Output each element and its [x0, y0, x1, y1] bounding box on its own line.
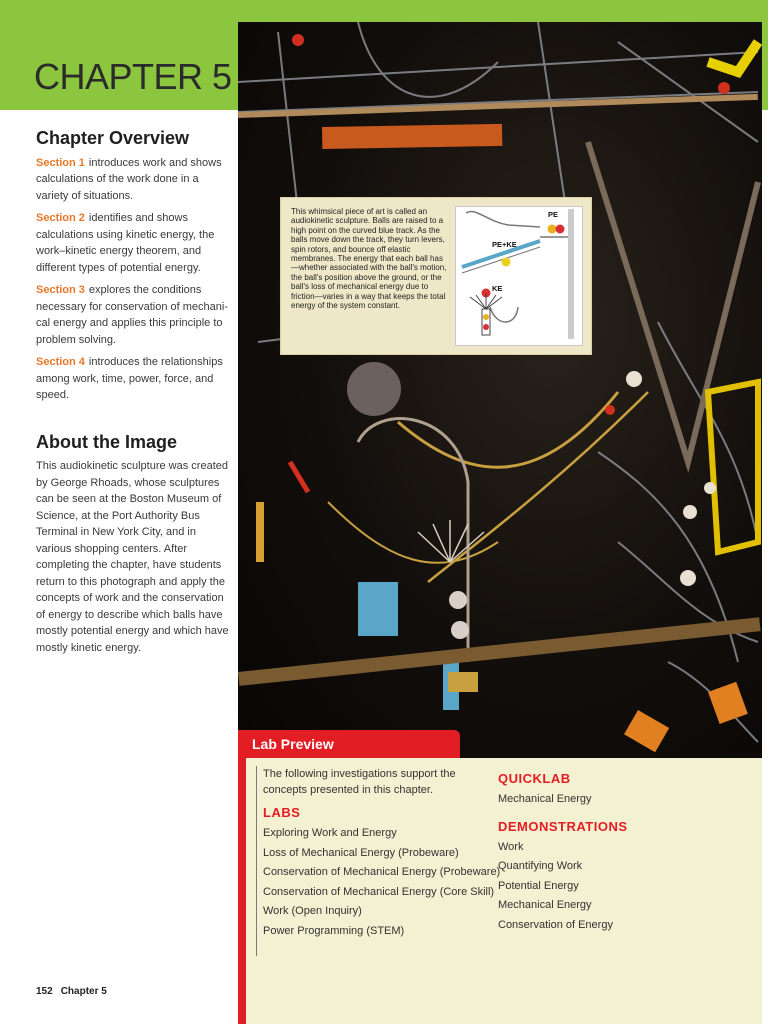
pe-label: PE — [548, 210, 559, 219]
quicklab-heading: QUICKLAB — [498, 771, 571, 786]
section-text: explores the conditions necessary for conservation of mechani-cal energy and applies this principle to problem solving. — [36, 284, 228, 346]
overview-section-2 — [36, 210, 232, 276]
caption-text: This whimsical piece of art is called an audiokinetic sculpture. Balls are raised to a high point on the curved blue track. As the balls move down the track, they turn levers, spin rotors, and bounce off elastic membranes. The energy that each ball has—whether associated with the ball's motion, the ball's position above the ground, or the ball's loss of mechanical energy due to friction—varies in a way that keeps the total energy of the system constant. — [291, 207, 447, 311]
sculpture-illustration — [238, 22, 762, 762]
lab-item: Conservation of Mechanical Energy (Probeware) — [263, 866, 501, 878]
sculpture-photo — [238, 22, 762, 762]
yellow-frame — [708, 382, 758, 552]
section-label: Section 4 — [36, 356, 85, 368]
ke-label: KE — [492, 284, 503, 293]
lab-preview-tab: Lab Preview — [238, 730, 460, 758]
red-lever — [290, 462, 308, 492]
about-section — [36, 431, 232, 657]
overview-section-3 — [36, 282, 232, 348]
energy-diagram-illustration — [456, 207, 582, 345]
labs-heading: LABS — [263, 805, 301, 820]
lab-intro: The following investigations support the concepts presented in this chapter. — [263, 768, 456, 796]
section-text: introduces the relationships among work, time, power, force, and speed. — [36, 356, 223, 401]
section-label: Section 2 — [36, 212, 85, 224]
section-text: introduces work and shows calculations of the work done in a variety of situations. — [36, 156, 222, 202]
lab-item: Work (Open Inquiry) — [263, 905, 362, 917]
yellow-string — [398, 392, 618, 467]
quicklab-item: Mechanical Energy — [498, 793, 592, 805]
blue-lever — [358, 582, 398, 636]
page-number: 152 — [36, 986, 53, 997]
demo-item: Quantifying Work — [498, 860, 583, 872]
bottom-beam — [238, 617, 761, 686]
lab-item: Loss of Mechanical Energy (Probeware) — [263, 846, 459, 859]
chapter-title: CHAPTER 5 — [34, 56, 232, 97]
lab-item: Conservation of Mechanical Energy (Core Skill) — [263, 885, 495, 898]
header-strip — [238, 0, 768, 22]
section-label: Section 1 — [36, 156, 85, 169]
quicklab-demos-column — [498, 766, 748, 935]
about-text: This audiokinetic sculpture was created by George Rhoads, whose sculptures can be seen at the Boston Museum of Science, at the Port Authority Bus Terminal in New York City, and in various shopping centers. After completing the chapter, have students return to this photograph and apply the concepts of work and the conservation of energy to describe which balls have mostly potential energy and which have mostly kinetic energy. — [36, 460, 229, 654]
overview-section-1 — [36, 155, 232, 205]
gray-disc — [347, 362, 401, 416]
sidebar — [36, 130, 232, 662]
lab-item: Power Programming (STEM) — [263, 924, 405, 937]
demo-item: Mechanical Energy — [498, 899, 592, 911]
overview-heading: Chapter Overview — [36, 128, 190, 148]
labs-column — [263, 766, 501, 941]
lab-item: Exploring Work and Energy — [263, 827, 397, 839]
lab-divider — [256, 766, 257, 956]
peke-label: PE+KE — [492, 240, 517, 249]
yellow-handle — [256, 502, 264, 562]
section-label: Section 3 — [36, 284, 85, 296]
about-heading: About the Image — [36, 431, 178, 452]
orange-beam — [322, 124, 502, 149]
demo-item: Potential Energy — [498, 879, 579, 892]
v-frame — [588, 142, 758, 462]
top-rail — [238, 94, 758, 118]
lab-accent-bar — [238, 730, 246, 1024]
demos-heading: DEMONSTRATIONS — [498, 818, 628, 834]
demo-item: Work — [498, 840, 524, 853]
section-text: identifies and shows calculations using kinetic energy, the work–kinetic energy theorem, and different types of potential energy. — [36, 212, 215, 274]
overview-section-4 — [36, 354, 232, 404]
caption-box — [280, 197, 592, 355]
footer-chapter: Chapter 5 — [60, 986, 107, 997]
demo-item: Conservation of Energy — [498, 918, 613, 931]
page-footer — [36, 986, 107, 997]
energy-diagram — [455, 206, 583, 346]
